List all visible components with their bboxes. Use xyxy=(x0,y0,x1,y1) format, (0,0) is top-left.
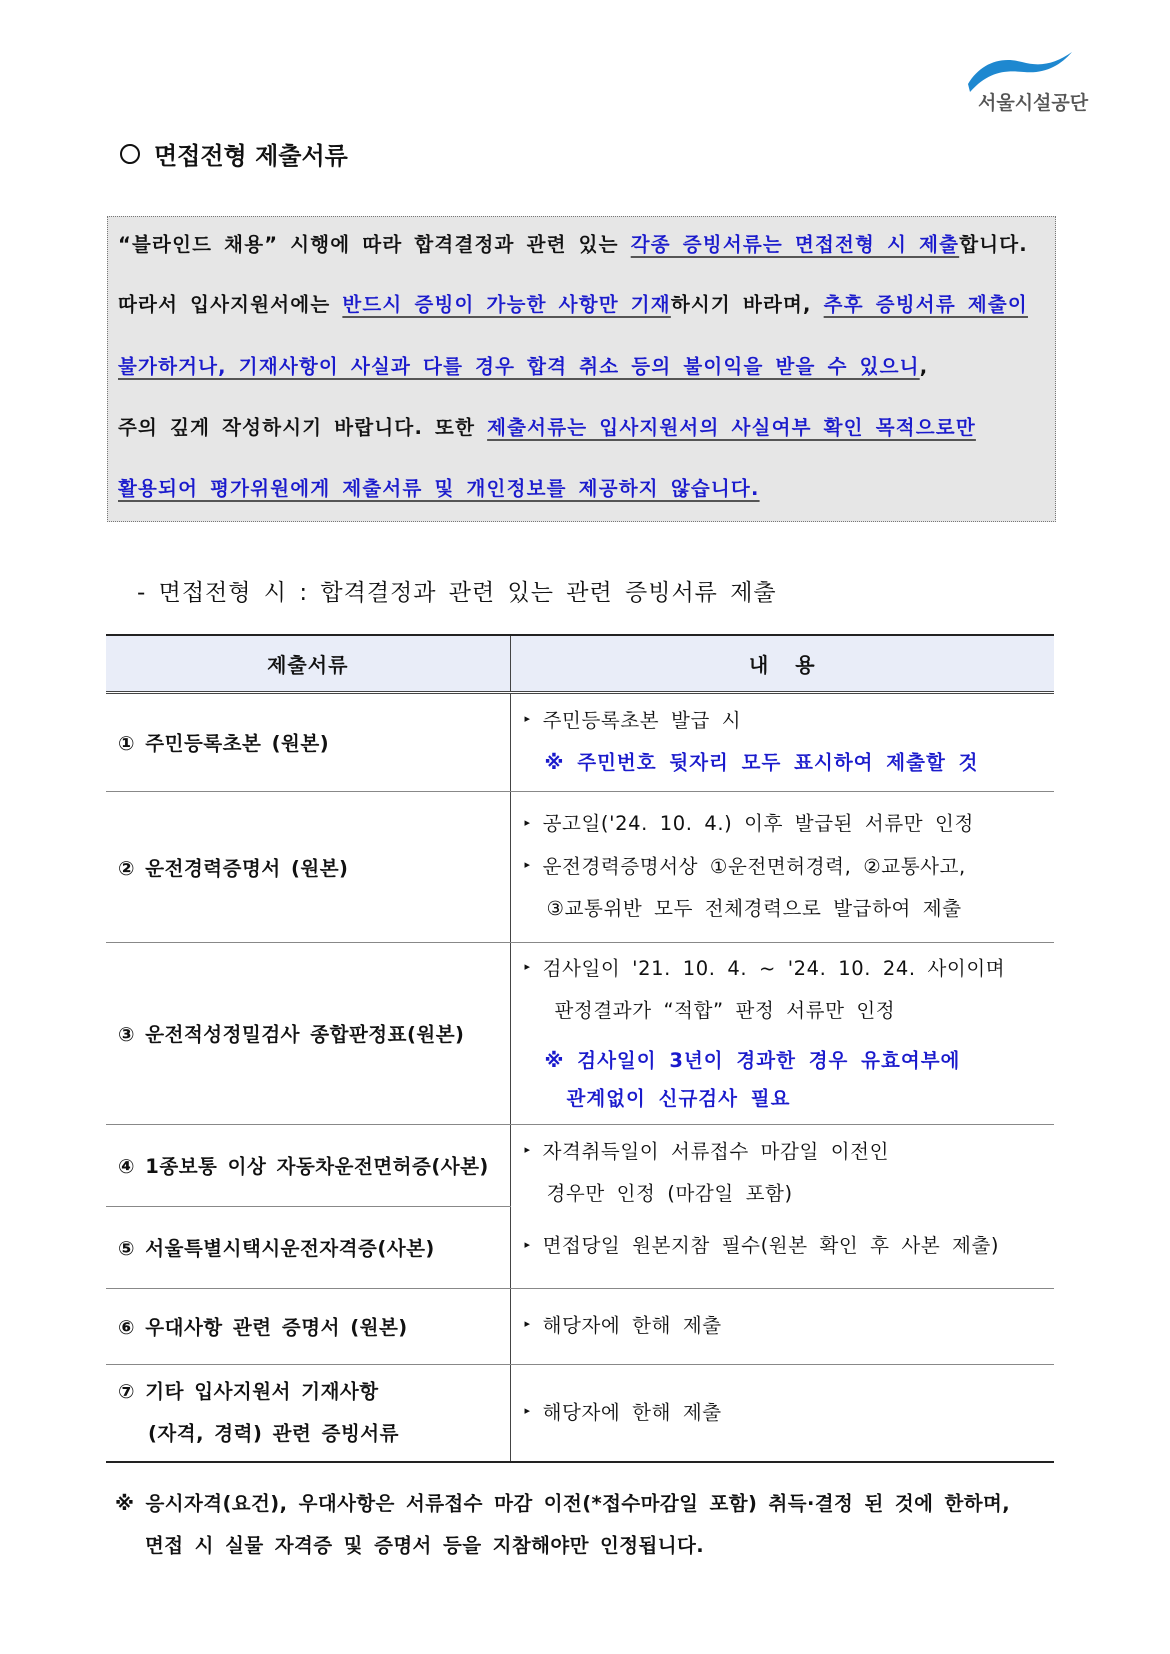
notice-highlight: 각종 증빙서류는 면접전형 시 제출 xyxy=(630,233,960,256)
notice-text: “블라인드 채용” 시행에 따라 합격결정과 관련 있는 xyxy=(118,233,631,256)
table-row xyxy=(106,1364,1054,1462)
sub-heading: - 면접전형 시 : 합격결정과 관련 있는 관련 증빙서류 제출 xyxy=(137,580,777,606)
table-row xyxy=(106,1124,1054,1206)
description-line: ③교통위반 모두 전체경력으로 발급하여 제출 xyxy=(546,897,962,920)
document-description xyxy=(510,942,1054,1124)
notice-line-2 xyxy=(118,289,1028,317)
triangle-bullet-icon: ▸ xyxy=(524,1237,531,1251)
description-note: 관계없이 신규검사 필요 xyxy=(566,1087,791,1111)
triangle-bullet-icon: ▸ xyxy=(524,858,531,871)
document-description xyxy=(510,1124,1054,1288)
description-line: ▸ 공고일('24. 10. 4.) 이후 발급된 서류만 인정 xyxy=(525,803,1055,846)
notice-text: 따라서 입사지원서에는 xyxy=(118,293,343,316)
document-name: ⑤ 서울특별시택시운전자격증(사본) xyxy=(106,1206,510,1288)
notice-highlight: 활용되어 평가위원에게 제출서류 및 개인정보를 제공하지 않습니다. xyxy=(118,477,760,500)
logo-text: 서울시설공단 xyxy=(978,92,1089,114)
document-name-line: ⑦ 기타 입사지원서 기재사항 xyxy=(118,1379,379,1403)
notice-highlight: 반드시 증빙이 가능한 사항만 기재 xyxy=(342,293,671,316)
document-name: ③ 운전적성정밀검사 종합판정표(원본) xyxy=(106,942,510,1124)
document-description xyxy=(510,1288,1054,1364)
notice-line-1 xyxy=(118,229,1028,257)
description-line: 판정결과가 “적합” 판정 서류만 인정 xyxy=(554,999,896,1023)
document-description xyxy=(510,1364,1054,1462)
description-line: ▸ 자격취득일이 서류접수 마감일 이전인 xyxy=(525,1131,1055,1174)
triangle-bullet-icon: ▸ xyxy=(524,1143,531,1156)
footnote-line-1: ※ 응시자격(요건), 우대사항은 서류접수 마감 이전(*접수마감일 포함) 취득·결정 된 것에 한하며, xyxy=(115,1492,1011,1515)
description-line: 경우만 인정 (마감일 포함) xyxy=(546,1182,793,1205)
document-name: ④ 1종보통 이상 자동차운전면허증(사본) xyxy=(106,1124,510,1206)
notice-line-5 xyxy=(118,473,760,501)
footnote-line-2: 면접 시 실물 자격증 및 증명서 등을 지참해야만 인정됩니다. xyxy=(145,1534,705,1557)
table-row xyxy=(106,692,1054,791)
document-name xyxy=(106,1364,510,1462)
column-header-documents: 제출서류 xyxy=(106,635,510,692)
notice-text: 합니다. xyxy=(959,233,1028,256)
description-line: ▸ 검사일이 '21. 10. 4. ~ '24. 10. 24. 사이이며 xyxy=(525,948,1055,991)
seoul-facilities-logo xyxy=(960,50,1089,120)
description-line: ▸ 운전경력증명서상 ①운전면허경력, ②교통사고, xyxy=(525,846,1055,889)
notice-highlight: 추후 증빙서류 제출이 xyxy=(823,293,1028,316)
circle-bullet-icon xyxy=(120,144,140,164)
document-description xyxy=(510,791,1054,942)
triangle-bullet-icon: ▸ xyxy=(524,1317,531,1331)
notice-line-4 xyxy=(118,412,976,440)
description-line: ▸ 해당자에 한해 제출 xyxy=(525,1392,1055,1435)
table-row xyxy=(106,942,1054,1124)
document-name: ① 주민등록초본 (원본) xyxy=(106,692,510,791)
notice-text: 하시기 바라며, xyxy=(670,293,824,316)
description-line: ▸ 주민등록초본 발급 시 xyxy=(525,700,1055,743)
description-note: ※ 검사일이 3년이 경과한 경우 유효여부에 xyxy=(544,1049,961,1073)
footnote xyxy=(115,1488,1010,1558)
notice-line-3 xyxy=(118,351,928,379)
triangle-bullet-icon: ▸ xyxy=(524,815,531,829)
document-name-line: (자격, 경력) 관련 증빙서류 xyxy=(148,1421,399,1445)
notice-highlight: 제출서류는 입사지원서의 사실여부 확인 목적으로만 xyxy=(487,416,976,439)
description-line: ▸ 해당자에 한해 제출 xyxy=(525,1305,1055,1348)
required-documents-table xyxy=(106,634,1054,1463)
document-name: ⑥ 우대사항 관련 증명서 (원본) xyxy=(106,1288,510,1364)
triangle-bullet-icon: ▸ xyxy=(524,1404,531,1417)
table-header-row xyxy=(106,635,1054,692)
triangle-bullet-icon: ▸ xyxy=(524,712,531,726)
table-row xyxy=(106,791,1054,942)
table-row xyxy=(106,1288,1054,1364)
description-note: ※ 주민번호 뒷자리 모두 표시하여 제출할 것 xyxy=(544,751,979,775)
document-name: ② 운전경력증명서 (원본) xyxy=(106,791,510,942)
blind-hiring-notice-box xyxy=(107,216,1056,522)
notice-text: , xyxy=(919,355,929,378)
document-description xyxy=(510,692,1054,791)
notice-highlight: 불가하거나, 기재사항이 사실과 다를 경우 합격 취소 등의 불이익을 받을 수 있으니 xyxy=(118,355,920,378)
section-title xyxy=(120,136,348,171)
notice-text: 주의 깊게 작성하시기 바랍니다. 또한 xyxy=(118,416,488,439)
description-line: ▸ 면접당일 원본지참 필수(원본 확인 후 사본 제출) xyxy=(525,1225,1055,1268)
section-title-text: 면접전형 제출서류 xyxy=(154,142,348,170)
triangle-bullet-icon: ▸ xyxy=(524,960,531,974)
column-header-content: 내 용 xyxy=(510,635,1054,692)
